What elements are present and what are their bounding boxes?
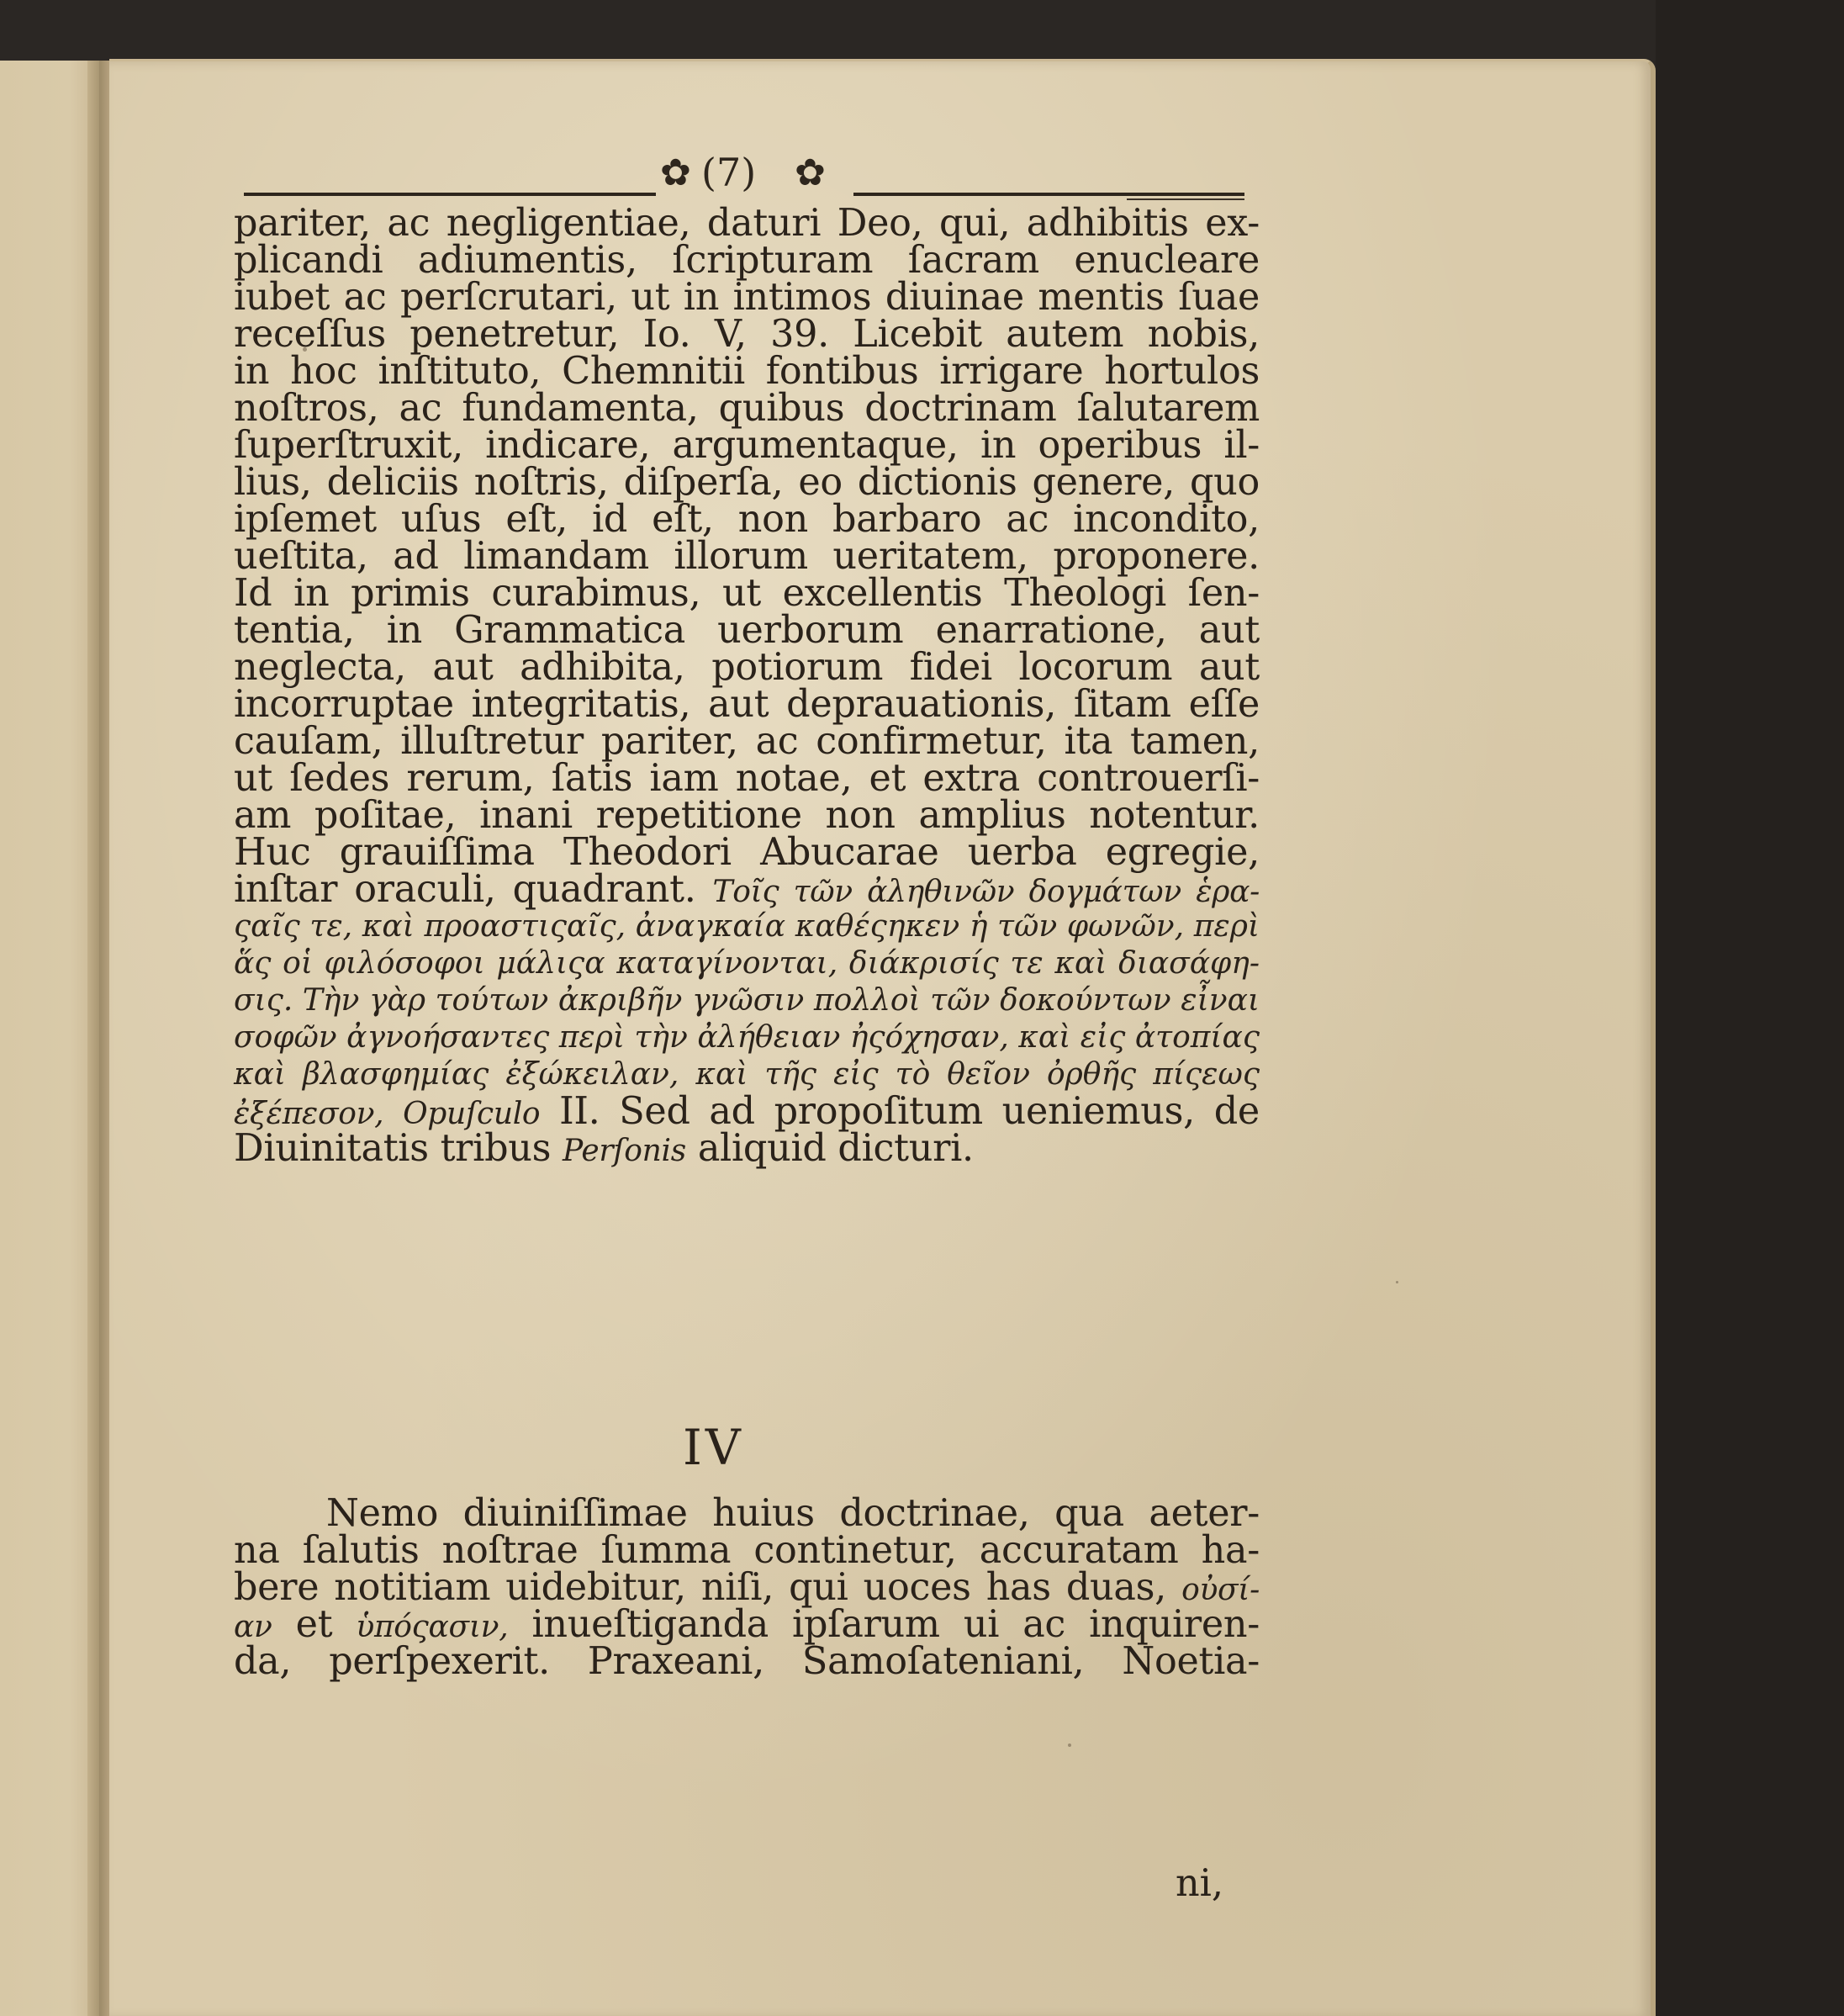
- greek-fragment: ὑπόςασιν,: [356, 1610, 509, 1644]
- facing-page-margin-shadow: [87, 61, 99, 2016]
- text-line: noſtros, ac fundamenta, quibus doctrinam ſalutarem: [234, 387, 1260, 430]
- text-line: neglecta, aut adhibita, potiorum fidei locorum aut: [234, 646, 1260, 689]
- text-line: cauſam, illuſtretur pariter, ac confirmetur, ita tamen,: [234, 720, 1260, 763]
- scanner-background-right: [1656, 0, 1844, 2016]
- text-line: iubet ac perſcrutari, ut in intimos diuinae mentis ſuae: [234, 276, 1260, 319]
- greek-fragment: οὐσί-: [1181, 1573, 1260, 1607]
- greek-text-line: ἅς οἱ φιλόσοφοι μάλιςα καταγίνονται, διάκρισίς τε καὶ διασάφη-: [234, 946, 1260, 981]
- facing-page-edge: [0, 61, 99, 2016]
- italic-term: Perſonis: [563, 1134, 686, 1168]
- greek-text-line: καὶ βλασφημίας ἐξώκειλαν, καὶ τῆς εἰς τὸ θεῖον ὀρθῆς πίςεως: [234, 1057, 1260, 1092]
- paper-speck: [1068, 1743, 1071, 1747]
- latin-fragment: aliquid dicturi.: [697, 1127, 974, 1170]
- section-heading: IV: [683, 1419, 744, 1476]
- text-line-citation: [234, 1090, 1260, 1133]
- text-line: incorruptae integritatis, aut deprauationis, ſitam eſſe: [234, 683, 1260, 726]
- text-line: receſſus penetretur, Io. V, 39. Licebit autem nobis,: [234, 313, 1260, 356]
- text-line: ipſemet uſus eſt, id eſt, non barbaro ac incondito,: [234, 498, 1260, 541]
- greek-text-line: ςαῖς τε, καὶ προαστιςαῖς, ἀναγκαία καθέςηκεν ἡ τῶν φωνῶν, περὶ: [234, 909, 1260, 944]
- greek-fragment: ἐξέπεσον,: [234, 1097, 384, 1131]
- text-line: ſuperſtruxit, indicare, argumentaque, in operibus il-: [234, 424, 1260, 467]
- text-line-last: [234, 1127, 1260, 1170]
- header-rule-left: [244, 193, 656, 196]
- scanner-background-top: [0, 0, 1844, 61]
- text-line: da, perſpexerit. Praxeani, Samoſateniani, Noetia-: [234, 1640, 1260, 1683]
- paper-speck: [1396, 1281, 1398, 1283]
- flower-ornament-right-icon: ✿: [795, 151, 826, 194]
- latin-fragment: bere notitiam uidebitur, niſi, qui uoces has duas,: [234, 1566, 1167, 1609]
- text-line: pariter, ac negligentiae, daturi Deo, qui, adhibitis ex-: [234, 202, 1260, 245]
- flower-ornament-left-icon: ✿: [660, 151, 691, 194]
- greek-fragment: Τοῖς τῶν ἀληθινῶν δογμάτων ἑρα-: [712, 875, 1260, 909]
- latin-fragment: inſtar oraculi, quadrant.: [234, 868, 696, 911]
- text-line: Huc grauiſſima Theodori Abucarae uerba egregie,: [234, 831, 1260, 874]
- greek-text-line: σοφῶν ἀγνοήσαντες περὶ τὴν ἀλήθειαν ἠςόχησαν, καὶ εἰς ἀτοπίας: [234, 1020, 1260, 1055]
- text-line: tentia, in Grammatica uerborum enarratione, aut: [234, 609, 1260, 652]
- text-line: na ſalutis noſtrae ſumma continetur, accuratam ha-: [234, 1529, 1260, 1572]
- greek-text-line: σις. Τὴν γὰρ τούτων ἀκριβῆν γνῶσιν πολλοὶ τῶν δοκούντων εἶναι: [234, 983, 1260, 1018]
- latin-fragment: II. Sed ad propoſitum ueniemus, de: [559, 1090, 1260, 1133]
- catchword: ni,: [1176, 1862, 1224, 1905]
- text-line: Id in primis curabimus, ut excellentis Theologi ſen-: [234, 572, 1260, 615]
- italic-citation: Opuſculo: [403, 1097, 541, 1131]
- text-line: in hoc inſtituto, Chemnitii fontibus irrigare hortulos: [234, 350, 1260, 393]
- latin-fragment: et: [295, 1603, 333, 1646]
- text-line: ut ſedes rerum, ſatis iam notae, et extra controuerſi-: [234, 757, 1260, 800]
- section-paragraph: [234, 1492, 1260, 1683]
- latin-fragment: Diuinitatis tribus: [234, 1127, 552, 1170]
- text-line-first-indented: Nemo diuiniſſimae huius doctrinae, qua aeter-: [326, 1492, 1260, 1535]
- page-number: (7): [701, 150, 757, 195]
- text-line: ueſtita, ad limandam illorum ueritatem, proponere.: [234, 535, 1260, 578]
- text-line-hypostasis: [234, 1603, 1260, 1646]
- latin-fragment: inueſtiganda ipſarum ui ac inquiren-: [531, 1603, 1260, 1646]
- text-line: lius, deliciis noſtris, diſperſa, eo dictionis genere, quo: [234, 461, 1260, 504]
- text-line-ousia: [234, 1566, 1260, 1609]
- header-rule-thin: [1127, 198, 1244, 200]
- running-header: [244, 151, 1244, 202]
- text-line: am poſitae, inani repetitione non amplius notentur.: [234, 794, 1260, 837]
- greek-fragment: αν: [234, 1610, 272, 1644]
- text-line: plicandi adiumentis, ſcripturam ſacram enucleare: [234, 239, 1260, 282]
- header-rule-right: [853, 193, 1244, 196]
- main-paragraph: [234, 202, 1260, 1170]
- text-line-greek-quote-start: [234, 868, 1260, 911]
